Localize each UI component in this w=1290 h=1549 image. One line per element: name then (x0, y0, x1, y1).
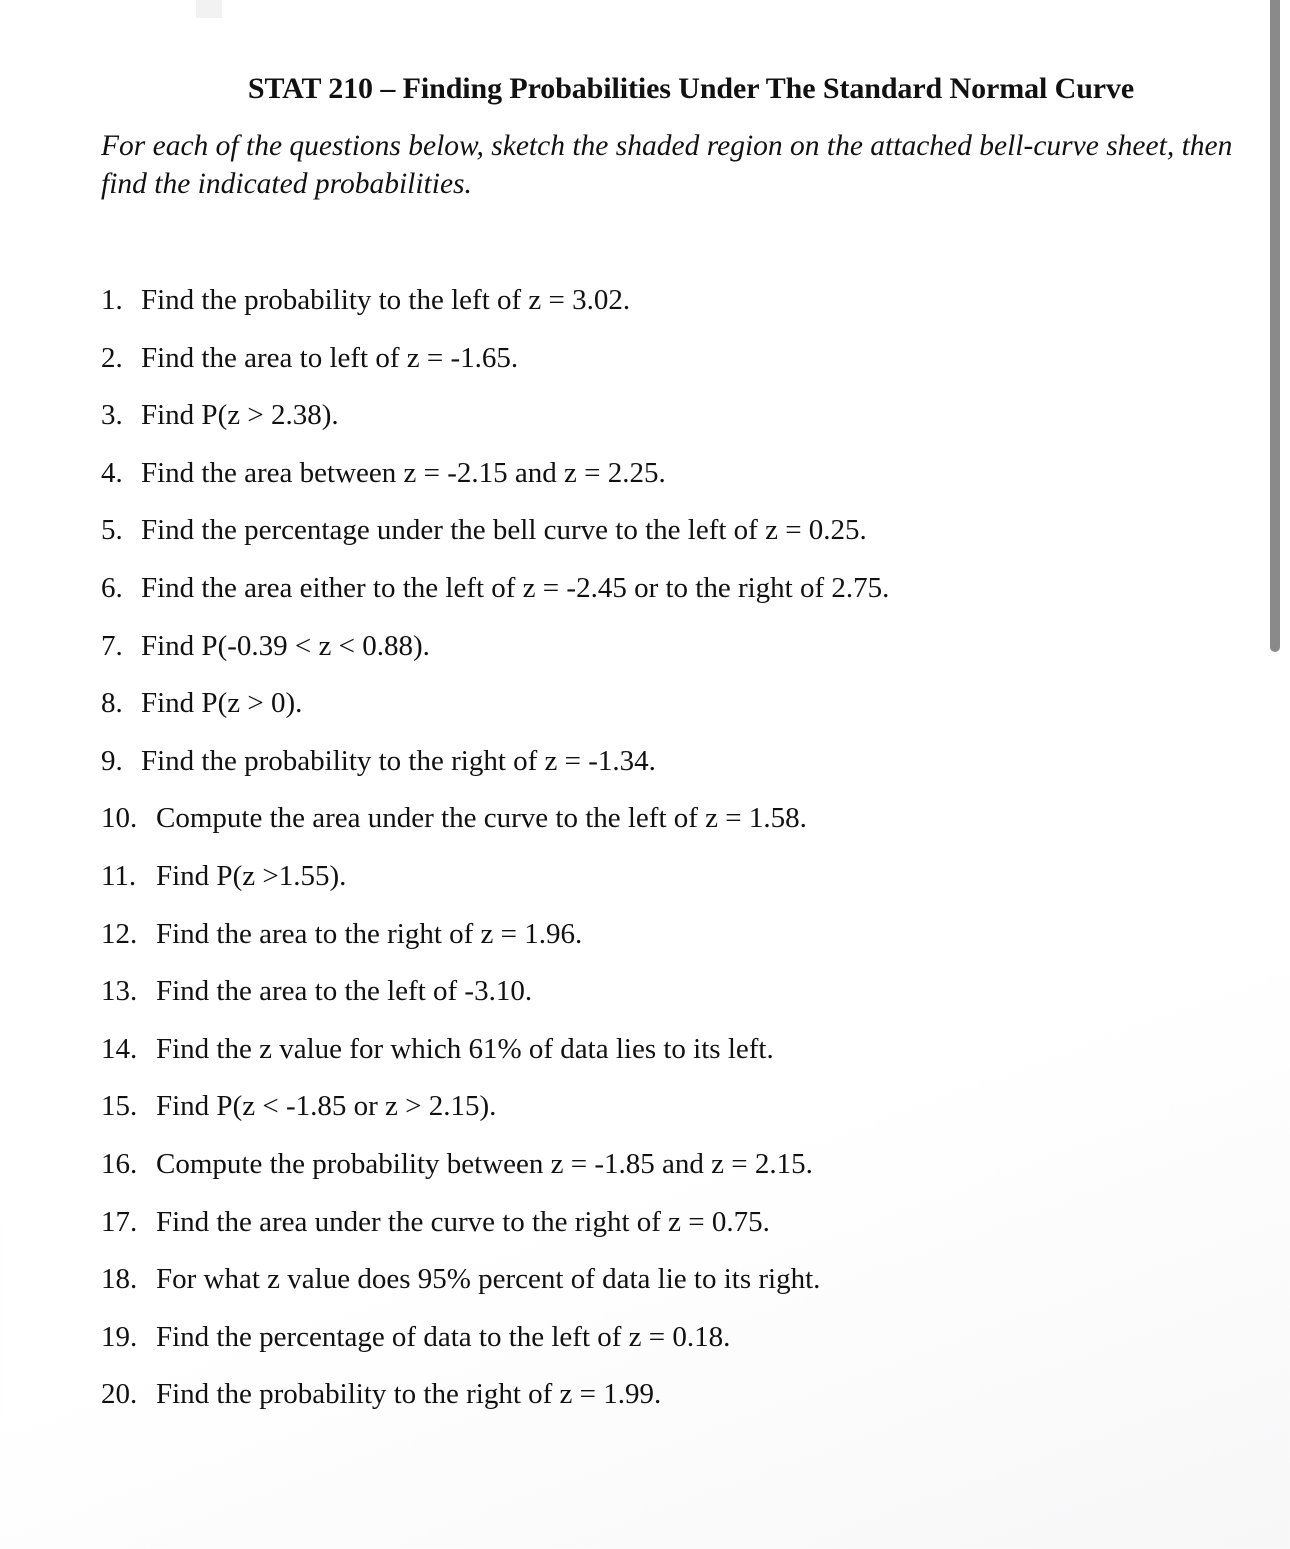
question-text: Find the percentage under the bell curve to the left of z = 0.25. (141, 514, 867, 547)
question-number: 10. (101, 802, 138, 835)
question-text: Find the area either to the left of z = -2.45 or to the right of 2.75. (141, 571, 890, 604)
instructions-line-2: find the indicated probabilities. (101, 168, 472, 200)
instructions (101, 127, 1266, 203)
question-number: 16. (101, 1147, 138, 1180)
question-text: Find P(-0.39 < z < 0.88). (141, 629, 430, 662)
question-number: 9. (101, 744, 123, 777)
question-number: 2. (101, 341, 123, 374)
question-text: Find the area to the left of -3.10. (156, 975, 533, 1008)
instructions-line-1: For each of the questions below, sketch the shaded region on the attached bell-curve sheet, then (101, 130, 1233, 162)
question-text: Compute the area under the curve to the left of z = 1.58. (156, 802, 807, 835)
question-number: 3. (101, 399, 123, 432)
question-number: 4. (101, 456, 123, 489)
question-text: Find the area between z = -2.15 and z = 2.25. (141, 456, 666, 489)
question-text: Find P(z > 2.38). (141, 399, 339, 432)
question-text: For what z value does 95% percent of data lie to its right. (156, 1263, 821, 1296)
question-number: 7. (101, 629, 123, 662)
question-text: Find the area to left of z = -1.65. (141, 341, 519, 374)
question-number: 17. (101, 1205, 138, 1238)
question-number: 19. (101, 1320, 138, 1353)
question-number: 11. (101, 859, 137, 892)
page-top-mark (196, 0, 222, 18)
question-number: 5. (101, 514, 123, 547)
question-number: 1. (101, 284, 123, 316)
question-number: 14. (101, 1032, 138, 1065)
question-number: 20. (101, 1378, 138, 1411)
question-text: Find the area to the right of z = 1.96. (156, 917, 583, 950)
question-number: 13. (101, 975, 138, 1008)
question-number: 8. (101, 687, 123, 720)
question-text: Find P(z > 0). (141, 687, 303, 720)
question-text: Find the z value for which 61% of data lies to its left. (156, 1032, 774, 1065)
question-text: Find the area under the curve to the right of z = 0.75. (156, 1205, 770, 1238)
question-number: 6. (101, 571, 123, 604)
vertical-scrollbar[interactable] (1270, 0, 1280, 652)
question-text: Find P(z < -1.85 or z > 2.15). (156, 1090, 497, 1123)
question-text: Find the percentage of data to the left of z = 0.18. (156, 1320, 731, 1353)
question-text: Compute the probability between z = -1.85 and z = 2.15. (156, 1147, 813, 1180)
document-title: STAT 210 – Finding Probabilities Under The Standard Normal Curve (247, 72, 1135, 105)
question-number: 12. (101, 917, 138, 950)
question-number: 18. (101, 1263, 138, 1296)
question-text: Find the probability to the left of z = 3.02. (141, 284, 631, 316)
question-number: 15. (101, 1090, 138, 1123)
question-text: Find P(z >1.55). (156, 859, 347, 892)
question-text: Find the probability to the right of z = -1.34. (141, 744, 656, 777)
question-text: Find the probability to the right of z = 1.99. (156, 1378, 662, 1411)
